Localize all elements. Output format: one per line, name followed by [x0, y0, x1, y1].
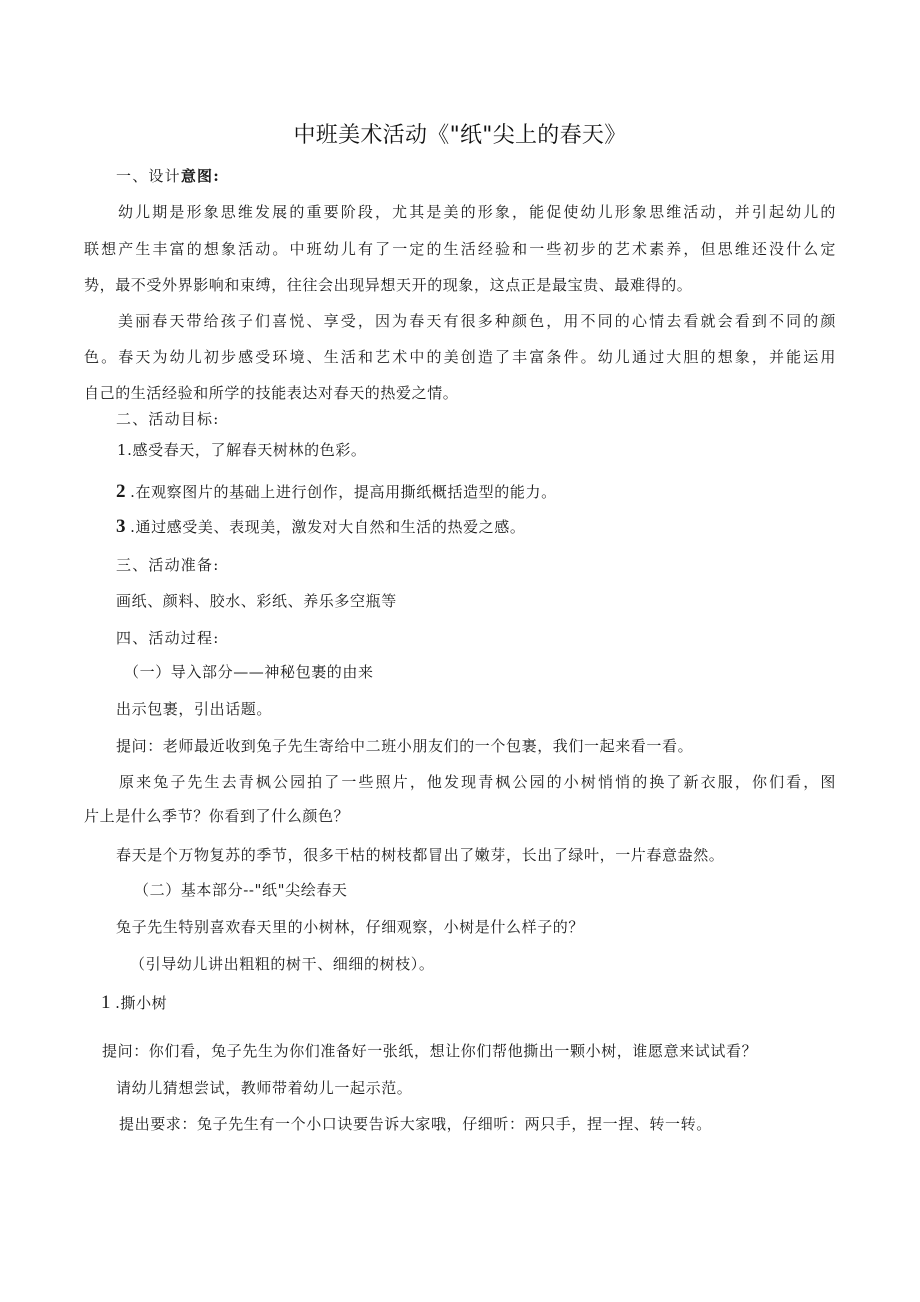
- heading-text-bold: 意图:: [180, 167, 220, 185]
- paragraph-line: 幼儿期是形象思维发展的重要阶段，尤其是美的形象，能促使幼儿形象思维活动，并引起幼儿的: [118, 203, 836, 221]
- section-heading-preparation: 三、活动准备:: [116, 556, 220, 574]
- process-line: 兔子先生特别喜欢春天里的小树林，仔细观察，小树是什么样子的？: [116, 918, 585, 936]
- part-title: （二）基本部分--"纸"尖绘春天: [134, 881, 348, 899]
- process-line: 提出要求：兔子先生有一个小口诀要告诉大家哦，仔细听：两只手，捏一捏、转一转。: [119, 1115, 712, 1133]
- paragraph-line: 美丽春天带给孩子们喜悦、享受，因为春天有很多种颜色，用不同的心情去看就会看到不同的颜: [118, 312, 836, 330]
- goal-item: 1.感受春天，了解春天树林的色彩。: [117, 441, 367, 459]
- process-line: 片上是什么季节？你看到了什么颜色？: [84, 807, 350, 825]
- paragraph-line: 自己的生活经验和所学的技能表达对春天的热爱之情。: [84, 384, 459, 402]
- step-title: [101, 993, 167, 1013]
- goal-text: .在观察图片的基础上进行创作，提高用撕纸概括造型的能力。: [130, 483, 557, 501]
- step-number: 1: [101, 992, 112, 1013]
- document-title: 中班美术活动《"纸"尖上的春天》: [293, 123, 627, 148]
- goal-number: 2: [116, 481, 127, 502]
- paragraph-line: 联想产生丰富的想象活动。中班幼儿有了一定的生活经验和一些初步的艺术素养，但思维还没什么定: [84, 240, 836, 258]
- process-line: 提问：你们看，兔子先生为你们准备好一张纸，想让你们帮他撕出一颗小树，谁愿意来试试看？: [102, 1042, 758, 1060]
- part-title: （一）导入部分——神秘包裹的由来: [124, 663, 374, 681]
- goal-item: [116, 517, 525, 537]
- step-text: .撕小树: [115, 994, 168, 1012]
- materials-list: 画纸、颜料、胶水、彩纸、养乐多空瓶等: [116, 592, 397, 610]
- process-line: （引导幼儿讲出粗粗的树干、细细的树枝）。: [130, 955, 435, 973]
- goal-item: [116, 482, 557, 502]
- process-line: 出示包裹，引出话题。: [116, 700, 273, 718]
- process-line: 提问：老师最近收到兔子先生寄给中二班小朋友们的一个包裹，我们一起来看一看。: [116, 737, 694, 755]
- paragraph-line: 色。春天为幼儿初步感受环境、生活和艺术中的美创造了丰富条件。幼儿通过大胆的想象，并能运用: [84, 348, 836, 366]
- goal-number: 3: [116, 516, 127, 537]
- section-heading-design-intent: [116, 166, 220, 186]
- process-line: 原来兔子先生去青枫公园拍了一些照片，他发现青枫公园的小树悄悄的换了新衣服，你们看，图: [119, 773, 836, 791]
- section-heading-goals: 二、活动目标:: [116, 410, 220, 428]
- process-line: 请幼儿猜想尝试，教师带着幼儿一起示范。: [116, 1079, 413, 1097]
- paragraph-line: 势，最不受外界影响和束缚，往往会出现异想天开的现象，这点正是最宝贵、最难得的。: [84, 276, 693, 294]
- section-heading-process: 四、活动过程:: [116, 629, 220, 647]
- goal-text: .通过感受美、表现美，激发对大自然和生活的热爱之感。: [130, 518, 526, 536]
- heading-text: 一、设计: [116, 167, 181, 185]
- process-line: 春天是个万物复苏的季节，很多干枯的树枝都冒出了嫩芽，长出了绿叶，一片春意盎然。: [116, 846, 725, 864]
